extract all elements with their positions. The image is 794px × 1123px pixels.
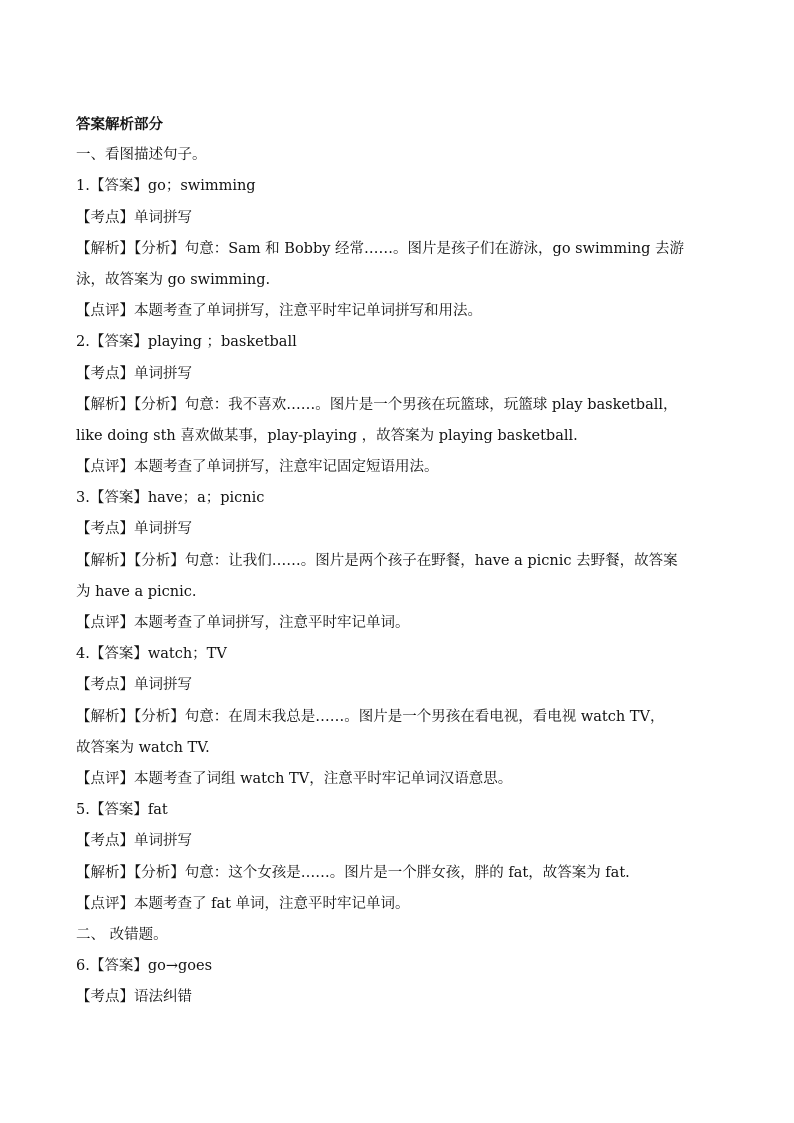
item-1-answer: 1.【答案】go；swimming (76, 178, 256, 195)
item-2-analysis-line-2: like doing sth 喜欢做某事，play-playing ，故答案为 playing basketball. (76, 427, 578, 444)
item-1-comment: 【点评】本题考查了单词拼写，注意平时牢记单词拼写和用法。 (76, 303, 482, 320)
item-4-point: 【考点】单词拼写 (76, 677, 192, 694)
item-5-comment: 【点评】本题考查了 fat 单词，注意平时牢记单词。 (76, 895, 410, 912)
item-2-comment: 【点评】本题考查了单词拼写，注意牢记固定短语用法。 (76, 459, 439, 476)
section-heading-2: 二、 改错题。 (76, 926, 168, 943)
item-4-analysis-line-2: 故答案为 watch TV. (76, 739, 210, 756)
item-1-point: 【考点】单词拼写 (76, 209, 192, 226)
item-3-comment: 【点评】本题考查了单词拼写，注意平时牢记单词。 (76, 615, 410, 631)
item-2-analysis-line-1: 【解析】【分析】句意：我不喜欢……。图片是一个男孩在玩篮球，玩篮球 play basketball， (76, 396, 678, 413)
item-5-analysis-line-1: 【解析】【分析】句意：这个女孩是……。图片是一个胖女孩，胖的 fat，故答案为 fat. (76, 864, 630, 881)
item-3-analysis-line-1: 【解析】【分析】句意：让我们……。图片是两个孩子在野餐，have a picnic 去野餐，故答案 (76, 552, 678, 569)
item-3-point: 【考点】单词拼写 (76, 521, 192, 538)
item-2-answer: 2.【答案】playing ；basketball (76, 334, 297, 351)
item-3-analysis-line-2: 为 have a picnic. (76, 583, 197, 600)
item-1-analysis-line-2: 泳，故答案为 go swimming. (76, 271, 271, 288)
answer-document (76, 109, 726, 1013)
item-4-comment: 【点评】本题考查了词组 watch TV，注意平时牢记单词汉语意思。 (76, 770, 513, 787)
item-4-answer: 4.【答案】watch；TV (76, 646, 227, 663)
item-5-point: 【考点】单词拼写 (76, 833, 192, 850)
item-6-point: 【考点】语法纠错 (76, 989, 192, 1006)
item-2-point: 【考点】单词拼写 (76, 365, 192, 382)
section-heading-1: 一、看图描述句子。 (76, 147, 207, 164)
item-5-answer: 5.【答案】fat (76, 802, 168, 819)
item-6-answer: 6.【答案】go→goes (76, 958, 213, 975)
item-4-analysis-line-1: 【解析】【分析】句意：在周末我总是……。图片是一个男孩在看电视，看电视 watch TV， (76, 708, 665, 725)
document-title: 答案解析部分 (76, 116, 163, 133)
item-3-answer: 3.【答案】have；a；picnic (76, 490, 265, 507)
item-1-analysis-line-1: 【解析】【分析】句意：Sam 和 Bobby 经常……。图片是孩子们在游泳，go swimming 去游 (76, 240, 685, 257)
